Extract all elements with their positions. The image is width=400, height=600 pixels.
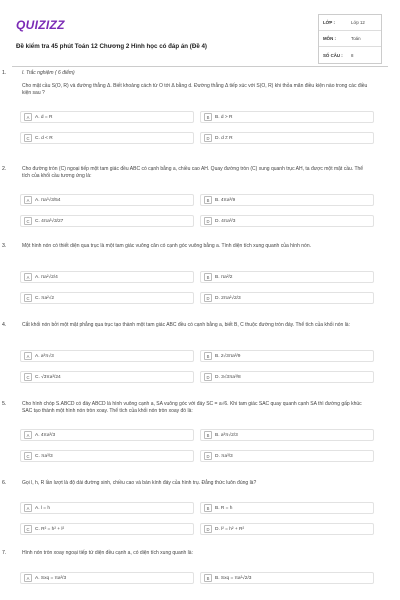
meta-value: 8 [351, 52, 354, 58]
meta-row-subject [319, 31, 381, 47]
option-letter-badge: B [204, 431, 212, 439]
option-letter-badge: B [204, 574, 212, 582]
answer-option-d[interactable] [200, 215, 374, 227]
answer-option-a[interactable] [20, 194, 194, 206]
answer-option-a[interactable] [20, 350, 194, 362]
answer-option-c[interactable] [20, 132, 194, 144]
option-frame [200, 292, 374, 304]
option-text: D. d ≠ R [215, 135, 233, 141]
answer-option-b[interactable] [200, 271, 374, 283]
question-number: 7. [2, 550, 7, 556]
option-text: B. d > R [215, 114, 233, 120]
option-frame [200, 572, 374, 584]
question-text: Hình nón tròn xoay ngoại tiếp tứ diện đều cạnh a, có diện tích xung quanh là: [22, 550, 193, 556]
option-text: D. 4πa³/3 [215, 218, 236, 224]
option-letter-badge: A [24, 273, 32, 281]
meta-value: Toán [351, 36, 361, 41]
answer-option-d[interactable] [200, 523, 374, 535]
option-frame [20, 132, 194, 144]
answer-option-d[interactable] [200, 292, 374, 304]
option-frame [200, 502, 374, 514]
option-text: B. a³π√2/3 [215, 432, 238, 438]
option-letter-badge: A [24, 352, 32, 360]
meta-row-count [319, 47, 381, 63]
option-frame [200, 429, 374, 441]
option-text: C. 4πa³√3/27 [35, 218, 64, 224]
option-text: B. Sxq = πa²√2/3 [215, 575, 252, 581]
question-text-block [22, 550, 372, 557]
question-number: 6. [2, 480, 7, 486]
option-frame [200, 350, 374, 362]
meta-table [318, 14, 382, 64]
option-letter-badge: A [24, 196, 32, 204]
answer-option-d[interactable] [200, 132, 374, 144]
option-letter-badge: B [204, 273, 212, 281]
meta-value: Lớp 12 [351, 20, 365, 25]
answer-option-b[interactable] [200, 572, 374, 584]
answer-option-b[interactable] [200, 111, 374, 123]
header [12, 10, 388, 68]
option-frame [20, 271, 194, 283]
option-frame [20, 371, 194, 383]
option-letter-badge: C [24, 373, 32, 381]
option-letter-badge: B [204, 113, 212, 121]
option-frame [20, 111, 194, 123]
option-text: B. 4πa³/9 [215, 197, 236, 203]
question-text: Một hình nón có thiết diện qua trục là một tam giác vuông cân có cạnh góc vuông bằng a. Tính diện tích xung quanh của hình nón. [22, 243, 311, 249]
answer-option-c[interactable] [20, 215, 194, 227]
option-text: C. R² = h² + l² [35, 526, 65, 532]
option-text: D. πa³/3 [215, 453, 233, 459]
option-letter-badge: B [204, 504, 212, 512]
option-frame [200, 450, 374, 462]
answer-option-a[interactable] [20, 502, 194, 514]
question-text-block [22, 166, 372, 180]
option-text: C. √3πa³/24 [35, 374, 61, 380]
option-letter-badge: A [24, 504, 32, 512]
option-letter-badge: C [24, 294, 32, 302]
option-text: C. πa³/3 [35, 453, 53, 459]
option-letter-badge: B [204, 352, 212, 360]
option-frame [200, 523, 374, 535]
option-text: A. πa³√3/54 [35, 197, 61, 203]
question-text-block [22, 401, 372, 415]
question-number: 4. [2, 322, 7, 328]
option-frame [200, 111, 374, 123]
question-number: 5. [2, 401, 7, 407]
option-text: A. Sxq = πa²/3 [35, 575, 67, 581]
option-letter-badge: D [204, 373, 212, 381]
option-frame [200, 371, 374, 383]
question-text: Cho mặt cầu S(O, R) và đường thẳng Δ. Biết khoảng cách từ O tới Δ bằng d. Đường thẳng Δ tiếp xúc với S(O, R) khi thỏa mãn điều kiện nào trong các điều kiện sau ? [22, 83, 368, 96]
option-frame [20, 194, 194, 206]
answer-option-c[interactable] [20, 523, 194, 535]
question-text-block [22, 322, 372, 329]
answer-option-b[interactable] [200, 429, 374, 441]
option-letter-badge: A [24, 431, 32, 439]
option-letter-badge: D [204, 452, 212, 460]
option-text: C. d < R [35, 135, 53, 141]
answer-option-a[interactable] [20, 111, 194, 123]
meta-label: MÔN : [323, 36, 336, 41]
option-letter-badge: B [204, 196, 212, 204]
option-letter-badge: D [204, 525, 212, 533]
option-frame [20, 429, 194, 441]
option-letter-badge: C [24, 134, 32, 142]
option-frame [20, 350, 194, 362]
option-text: A. l = h [35, 505, 51, 511]
option-frame [20, 572, 194, 584]
answer-option-c[interactable] [20, 371, 194, 383]
option-frame [200, 271, 374, 283]
answer-option-b[interactable] [200, 350, 374, 362]
option-text: C. πa²√2 [35, 295, 55, 301]
option-text: B. R = h [215, 505, 233, 511]
option-text: A. πa²√2/4 [35, 274, 58, 280]
option-text: A. d = R [35, 114, 53, 120]
question-text-block [22, 480, 372, 487]
option-text: D. l² = h² + R² [215, 526, 245, 532]
option-letter-badge: D [204, 134, 212, 142]
answer-option-b[interactable] [200, 502, 374, 514]
option-letter-badge: A [24, 574, 32, 582]
option-frame [20, 292, 194, 304]
option-frame [20, 450, 194, 462]
answer-option-a[interactable] [20, 429, 194, 441]
question-number: 3. [2, 243, 7, 249]
question-text: Cho đường tròn (C) ngoại tiếp một tam giác đều ABC có cạnh bằng a, chiều cao AH. Quay đường tròn (C) xung quanh trục AH, ta được một mặt cầu. Thể tích của khối cầu tương ứng là: [22, 166, 364, 179]
meta-label: LỚP : [323, 20, 335, 25]
answer-option-a[interactable] [20, 271, 194, 283]
question-number: 1. [2, 70, 7, 76]
page-title: Đề kiểm tra 45 phút Toán 12 Chương 2 Hình học có đáp án (Đề 4) [16, 43, 207, 50]
option-text: D. 3√3πa³/8 [215, 374, 241, 380]
answer-option-c[interactable] [20, 450, 194, 462]
answer-option-d[interactable] [200, 450, 374, 462]
question-text: Cho hình chóp S.ABCD có đáy ABCD là hình vuông cạnh a, SA vuông góc với đáy SC = a√6. Khi tam giác SAC quay quanh cạnh SA thì đường gấp khúc SAC tạo thành một hình nón tròn xoay. Thể tích của khối nón tròn xoay đó là: [22, 401, 362, 414]
option-letter-badge: A [24, 113, 32, 121]
answer-option-a[interactable] [20, 572, 194, 584]
option-frame [200, 132, 374, 144]
option-text: A. a³π√3 [35, 353, 54, 359]
option-frame [20, 215, 194, 227]
option-letter-badge: C [24, 525, 32, 533]
answer-option-b[interactable] [200, 194, 374, 206]
brand-logo[interactable]: QUIZIZZ [16, 18, 65, 32]
option-frame [20, 502, 194, 514]
option-letter-badge: C [24, 452, 32, 460]
question-text-block [22, 70, 372, 97]
meta-row-class [319, 15, 381, 31]
option-text: B. 2√3πa³/9 [215, 353, 241, 359]
option-frame [20, 523, 194, 535]
option-frame [200, 215, 374, 227]
meta-label: SỐ CÂU : [323, 52, 343, 58]
question-text: Gọi l, h, R lần lượt là độ dài đường sinh, chiều cao và bán kính đáy của hình trụ. Đẳng thức luôn đúng là? [22, 480, 257, 486]
question-number: 2. [2, 166, 7, 172]
option-frame [200, 194, 374, 206]
option-letter-badge: D [204, 217, 212, 225]
option-letter-badge: D [204, 294, 212, 302]
option-text: D. 2πa²√2/3 [215, 295, 241, 301]
answer-option-c[interactable] [20, 292, 194, 304]
option-text: A. 4πa³/3 [35, 432, 56, 438]
header-divider [12, 66, 388, 67]
section-title: I. Trắc nghiệm ( 6 điểm) [22, 70, 75, 76]
question-text-block [22, 243, 372, 250]
option-text: B. πa²/2 [215, 274, 233, 280]
question-text: Cắt khối nón bởi một mặt phẳng qua trục tạo thành một tam giác ABC đều có cạnh bằng a, biết B, C thuộc đường tròn đáy. Thể tích của khối nón là: [22, 322, 350, 328]
answer-option-d[interactable] [200, 371, 374, 383]
option-letter-badge: C [24, 217, 32, 225]
